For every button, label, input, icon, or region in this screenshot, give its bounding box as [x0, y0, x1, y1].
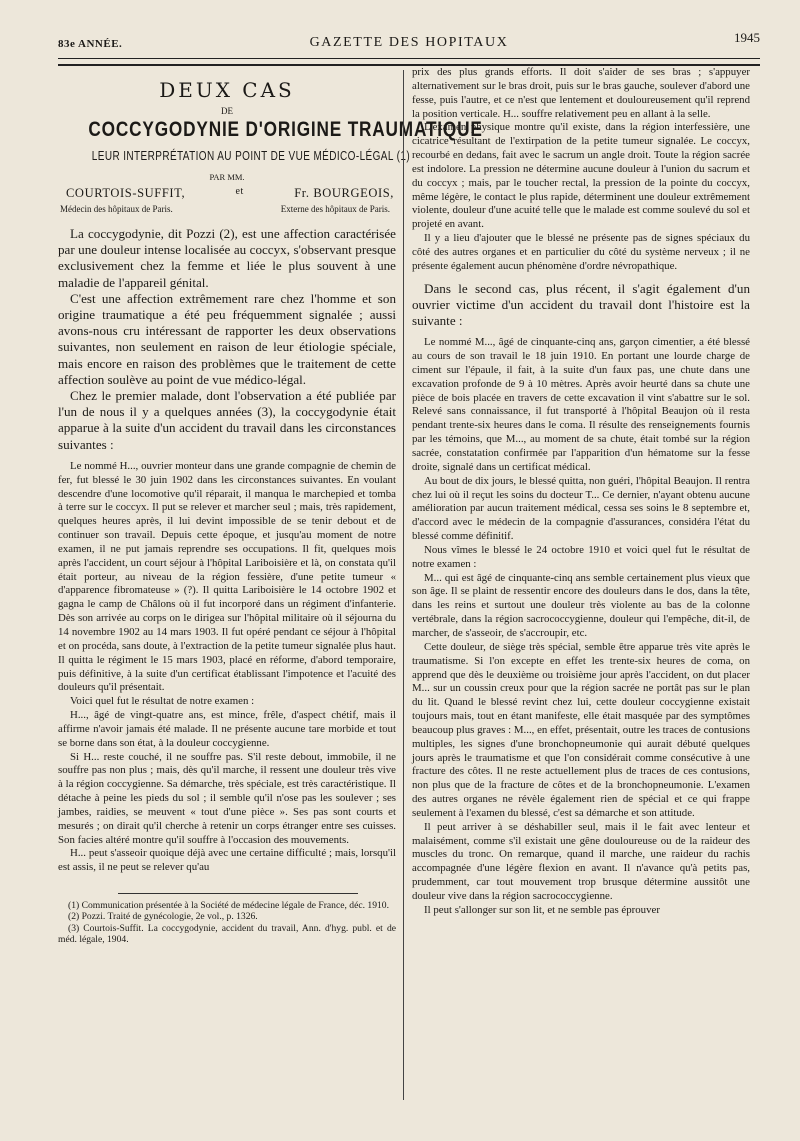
byline-par: PAR MM.	[209, 172, 245, 182]
paragraph: Cette douleur, de siège très spécial, semble être apparue très vite après le traumatisme. Si l'on excepte en effet les trente-six heures de coma, on apprend que dès le deuxième ou troisième jour après l'accident, on dut placer M... sur un coussin creux pour que la région sacrée ne portât pas sur le plan du lit. Quand le blessé revint chez lui, cette douleur coccygienne existait toujours mais, tout en étant manifeste, elle était masquée par des symptômes beaucoup plus graves : M..., en effet, présentait, outre les traces de contusions multiples, les signes d'une bronchopneumonie qui aurait débuté quelques jours après le traumatisme et que l'on considérait comme consécutive à une fracture des côtes. Il ne reste actuellement plus de traces de ces contusions, non plus que de la fracture de côtes et de la bronchopneumonie. L'examen des autres organes ne révèle également rien de spécial et ce qui frappe seulement à l'examen du blessé, c'est sa démarche et son attitude.	[412, 640, 750, 819]
journal-title: GAZETTE DES HOPITAUX	[309, 35, 509, 50]
right-column	[412, 66, 750, 918]
footnotes	[58, 900, 396, 945]
paragraph: Au bout de dix jours, le blessé quitta, non guéri, l'hôpital Beaujon. Il rentra chez lui où il reçut les soins du docteur T... Ce dernier, n'ayant obtenu aucune amélioration par aucun traitement médical, cessa ses soins le 8 septembre et, d'accord avec le médecin de la compagnie d'assurances, considéra l'état du blessé comme définitif.	[412, 474, 750, 543]
header-rule-thin	[58, 58, 760, 59]
author-1: COURTOIS-SUFFIT,	[66, 186, 186, 200]
footnote-rule	[118, 893, 358, 894]
paragraph: Voici quel fut le résultat de notre examen :	[70, 695, 255, 708]
title-small: DEUX CAS	[159, 78, 295, 102]
paragraph: M... qui est âgé de cinquante-cinq ans semble certainement plus vieux que son âge. Il se plaint de ressentir encore des douleurs dans le dos, dans la tête, dans les reins et surtout une douleur très violente au bas de la colonne vertébrale, dans la région sacrococcygienne, douleur qui l'empêche, dit-il, de marcher, de s'asseoir, de s'accroupir, etc.	[412, 571, 750, 639]
left-column	[58, 66, 483, 945]
left-column-body	[58, 226, 396, 875]
paragraph: La coccygodynie, dit Pozzi (2), est une affection caractérisée par une douleur intense localisée au coccyx, s'observant presque exclusivement chez la femme et liée le plus souvent à une maladie de l'appareil génital.	[58, 226, 396, 290]
authors	[58, 186, 396, 201]
paragraph: prix des plus grands efforts. Il doit s'aider de ses bras ; s'appuyer alternativement sur le bras droit, puis sur le bras gauche, soulever d'abord une fesse, puis l'autre, et ce n'est que lentement et douloureusement qu'il reprend la position verticale. H... souffre relativement peu en allant à la selle.	[412, 66, 750, 120]
title-connector: DE	[221, 106, 233, 116]
paragraph: Si H... reste couché, il ne souffre pas. S'il reste debout, immobile, il ne souffre pas non plus ; mais, dès qu'il marche, il ressent une douleur très vive à la région coccygienne. Sa démarche, très spéciale, est très caractéristique. Il détache à peine les pieds du sol ; il semble qu'il n'ose pas les soulever ; ses jambes, raidies, se meuvent « tout d'une pièce ». Ses pas sont courts et mesurés ; on dirait qu'il cherche à retenir un corps étranger entre ses cuisses. Son facies altéré montre qu'il souffre à l'occasion des mouvements.	[58, 750, 396, 846]
paragraph: L'examen physique montre qu'il existe, dans la région interfessière, une cicatrice résultant de l'extirpation de la petite tumeur signalée. Le coccyx, recourbé en dedans, fait avec le sacrum un angle droit. Toute la région sacrée est indolore. La pression ne détermine aucune douleur à l'union du sacrum et du coccyx ; mais, par le toucher rectal, la pression de la pointe du coccyx, même légère, le contact le plus rapide, déterminent une douleur extrêmement violente, douleur d'une acuité telle que le malade est comme soulevé du sol et projeté en avant.	[412, 121, 750, 231]
column-divider	[403, 70, 404, 1100]
paragraph: Nous vîmes le blessé le 24 octobre 1910 et voici quel fut le résultat de notre examen :	[412, 543, 750, 570]
affiliations	[58, 204, 396, 214]
issue-year: 83e ANNÉE.	[58, 38, 123, 50]
paragraph: Chez le premier malade, dont l'observation a été publiée par l'un de nous il y a quelques années (3), la coccygodynie était apparue à la suite d'un accident du travail dans les circonstances suivantes :	[58, 388, 396, 452]
paragraph: Il peut s'allonger sur son lit, et ne semble pas éprouver	[424, 903, 660, 916]
author-2: Fr. BOURGEOIS,	[294, 186, 394, 200]
right-column-body	[412, 66, 750, 918]
paragraph: H... peut s'asseoir quoique déjà avec une certaine difficulté ; mais, lorsqu'il est assis, il ne peut se relever qu'au	[58, 847, 396, 874]
paragraph-gap	[412, 274, 750, 281]
paragraph: Il peut arriver à se déshabiller seul, mais il le fait avec lenteur et malaisément, comme s'il existait une gêne douloureuse ou de la raideur des muscles du tronc. On remarque, quand il marche, une raideur du rachis accompagnée d'une légère flexion en avant. Il n'avance qu'à petits pas, prudemment, car tout mouvement trop brusque détermine aussitôt une douleur vive dans la région sacrococcygienne.	[412, 820, 750, 903]
paragraph: H..., âgé de vingt-quatre ans, est mince, frêle, d'aspect chétif, mais il affirme n'avoir jamais été malade. Il ne présente aucune tare morbide et tout se borne dans son état, à la douleur coccygienne.	[58, 709, 396, 749]
affiliation-2: Externe des hôpitaux de Paris.	[280, 204, 390, 214]
paragraph: Il y a lieu d'ajouter que le blessé ne présente pas de signes spéciaux du côté des autres organes et en particulier du côté du système nerveux ; il ne présente également aucun phénomène d'ordre névropathique.	[412, 232, 750, 272]
paragraph-gap	[58, 453, 396, 460]
affiliation-1: Médecin des hôpitaux de Paris.	[60, 204, 173, 214]
page-header	[58, 32, 760, 54]
footnote: (1) Communication présentée à la Société de médecine légale de France, déc. 1910.	[68, 900, 389, 912]
paragraph: Dans le second cas, plus récent, il s'agit également d'un ouvrier victime d'un accident du travail dont l'histoire est la suivante :	[412, 280, 750, 329]
article-title: COCCYGODYNIE D'ORIGINE TRAUMATIQUE	[88, 118, 483, 141]
page-number: 1945	[734, 30, 760, 45]
article-subtitle: LEUR INTERPRÉTATION AU POINT DE VUE MÉDICO-LÉGAL (1)	[91, 149, 411, 163]
paragraph: Le nommé M..., âgé de cinquante-cinq ans, garçon cimentier, a été blessé au cours de son travail le 18 juin 1910. En portant une lourde charge de ciment sur l'épaule, il fait, à la suite d'un faux pas, une chute dans une excavation profonde de 9 à 10 mètres. Après avoir heurté dans sa chute une pièce de bois placée en travers de cette excavation il vint s'abattre sur le sol. Relevé sans connaissance, il fut transporté à l'hôpital Beaujon où il resta pendant trente-six heures dans le coma. Il résulte des renseignements fournis par les témoins, que M..., au moment de sa chute, était tombé sur la région sacrée, constatation confirmée par l'apparition d'un hématome sur la fesse droite, signalé dans un certificat médical.	[412, 336, 750, 473]
paragraph: Le nommé H..., ouvrier monteur dans une grande compagnie de chemin de fer, fut blessé le 30 juin 1902 dans les circonstances suivantes. En voulant descendre d'une locomotive qu'il réparait, il manqua le marchepied et tomba à terre sur le coccyx. Il put se relever et marcher seul ; mais, très rapidement, quelques heures après, il lui devint impossible de se tenir debout et de continuer son travail. Depuis cette époque, et jusqu'au moment de notre examen, il ne put jamais reprendre ses occupations. Il fit, quelques mois après l'accident, un court séjour à l'hôpital Lariboisière et là, on constata qu'il était porteur, au niveau de la région fessière, d'une petite tumeur « d'apparence fibromateuse » (?). Il quitta Lariboisière le 14 octobre 1902 et gagna le camp de Châlons où il fut incorporé dans un régiment d'infanterie. Dès son arrivée au corps on le dirigea sur l'hôpital militaire où il séjourna du 14 novembre 1902 au 14 mars 1903. Il fut opéré pendant ce séjour à l'hôpital et on procéda, sans doute, à l'extraction de la petite tumeur signalée plus haut. Il quitta le régiment le 15 mars 1903, placé en réforme, d'abord temporaire, puis définitive, à la suite d'un certificat établissant l'impotence et l'acuité des douleurs qu'il présentait.	[58, 459, 396, 694]
footnote: (2) Pozzi. Traité de gynécologie, 2e vol., p. 1326.	[68, 911, 258, 923]
author-separator: et	[235, 186, 244, 197]
paragraph-gap	[412, 329, 750, 336]
paragraph: C'est une affection extrêmement rare chez l'homme et son origine traumatique a été peu fréquemment signalée ; aussi avons-nous cru intéressant de rapporter les deux observations suivantes, non seulement en raison de leur étiologie spéciale, mais encore en raison des problèmes que le traitement de cette affection soulève au point de vue médico-légal.	[58, 290, 396, 387]
footnote: (3) Courtois-Suffit. La coccygodynie, accident du travail, Ann. d'hyg. publ. et de méd. légale, 1904.	[58, 922, 396, 945]
